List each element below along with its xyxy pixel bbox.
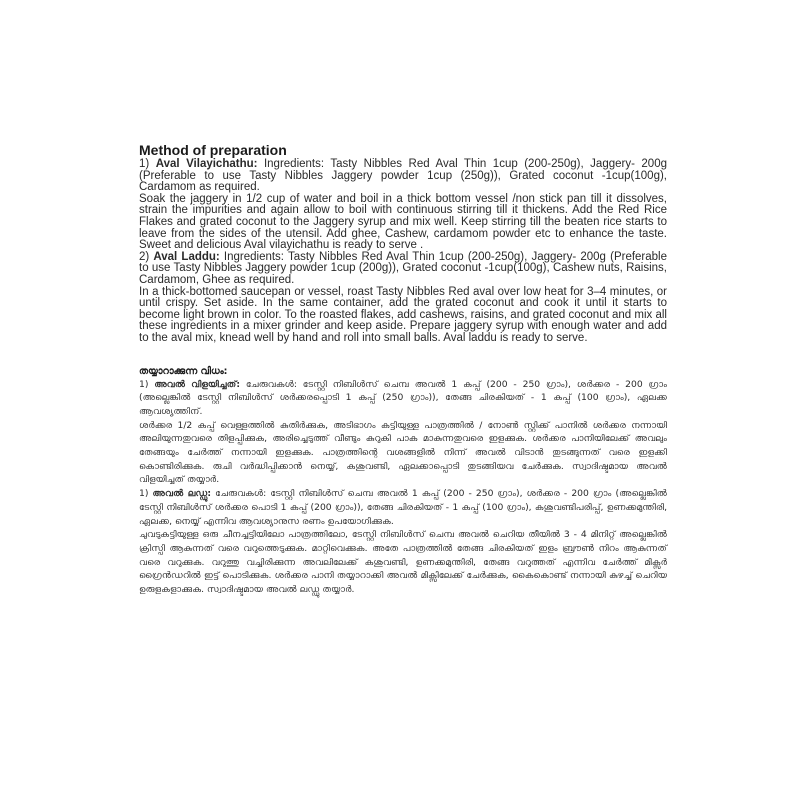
ml-recipe2-number: 1) xyxy=(139,488,153,500)
malayalam-heading: തയ്യാറാക്കുന്ന വിധം: xyxy=(139,365,228,377)
ml-recipe2-ingredients xyxy=(139,487,667,528)
ml-recipe1-number: 1) xyxy=(139,378,155,390)
ml-recipe2-ingredients-text: ചേരുവകൾ: ടേസ്റ്റി നിബിൾസ് ചെമ്പ അവൽ 1 കപ്പ് (200 - 250 ഗ്രാം), ശർക്കര - 200 ഗ്രാം (അല്ലെങ്കിൽ ടേസ്റ്റി നിബിൾസ് ശർക്കര പൊടി 1 കപ്പ് (200 ഗ്രാം)), തേങ്ങ ചിരകിയത് - 1 കപ്പ് (100 ഗ്രാം), കശുവണ്ടിപരിപ്പ്, ഉണക്കമുന്തിരി, ഏലക്ക, നെയ്യ് എന്നിവ ആവശ്യാനുസ രണം ഉപയോഗിക്കുക. xyxy=(139,488,667,527)
recipe1-ingredients xyxy=(139,159,667,194)
recipe2-number: 2) xyxy=(139,250,154,263)
recipe2-title: Aval Laddu: xyxy=(153,250,220,263)
recipe1-number: 1) xyxy=(139,158,156,170)
ml-recipe1-ingredients-text: ചേരുവകൾ: ടേസ്റ്റി നിബിൾസ് ചെമ്പ അവൽ 1 കപ്പ് (200 - 250 ഗ്രാം), ശർക്കര - 200 ഗ്രാം (അല്ലെങ്കിൽ ടേസ്റ്റി നിബിൾസ് ശർക്കരപ്പൊടി 1 കപ്പ് (250 ഗ്രാം)), തേങ്ങ ചിരകിയത് - 1 കപ്പ് (100 ഗ്രാം), ഏലക്ക ആവശ്യത്തിന്. xyxy=(139,378,667,417)
ml-recipe1-method: ശർക്കര 1/2 കപ്പ് വെള്ളത്തിൽ കുതിർക്കുക, അടിഭാഗം കട്ടിയുള്ള പാത്രത്തിൽ / നോൺ സ്റ്റിക്ക് പാനിൽ ശർക്കര നന്നായി അലിയുന്നതുവരെ തിളപ്പിക്കുക, അരിച്ചെടുത്ത് വീണ്ടും കുറുകി പാക മാകുന്നതുവരെ ഇളക്കുക. ശർക്കര പാനിയിലേക്ക് അവലും തേങ്ങയും ചേർത്ത് നന്നായി ഇളക്കുക. പാത്രത്തിന്റെ വശങ്ങളിൽ നിന്ന് അവൽ വിടാൻ തുടങ്ങുന്നത് വരെ ഇളക്കി കൊണ്ടിരിക്കുക. രുചി വർദ്ധിപ്പിക്കാൻ നെയ്യ്, കശുവണ്ടി, ഏലക്കാപ്പൊടി തുടങ്ങിയവ ചേർക്കുക. സ്വാദിഷ്ടമായ അവൽ വിളയിച്ചത് തയ്യാർ. xyxy=(139,419,667,486)
ml-recipe2-method: ചുവടുകട്ടിയുള്ള ഒരു ചീനച്ചട്ടിയിലോ പാത്രത്തിലോ, ടേസ്റ്റി നിബിൾസ് ചെമ്പ അവൽ ചെറിയ തീയിൽ 3 - 4 മിനിറ്റ് അല്ലെങ്കിൽ ക്രിസ്പി ആകുന്നത് വരെ വറുത്തെടുക്കുക. മാറ്റിവെക്കുക. അതേ പാത്രത്തിൽ തേങ്ങ ചിരകിയത് ഇളം ബ്രൗൺ നിറം ആകുന്നത് വരെ വറുക്കുക. വറുത്തു വച്ചിരിക്കുന്ന അവലിലേക്ക് കശുവണ്ടി, ഉണക്കമുന്തിരി, തേങ്ങ വറുത്തത് എന്നിവ ചേർത്ത് മിക്സർ ഗ്രൈൻഡറിൽ ഇട്ട് പൊടിക്കുക. ശർക്കര പാനി തയ്യാറാക്കി അവൽ മിക്സിലേക്ക് ചേർക്കുക, കൈകൊണ്ട് നന്നായി കുഴച്ച് ചെറിയ ഉരുളകളാക്കുക. സ്വാദിഷ്ടമായ അവൽ ലഡ്ഡു തയ്യാർ. xyxy=(139,529,667,596)
recipe1-method: Soak the jaggery in 1/2 cup of water and boil in a thick bottom vessel /non stick pan till it dissolves, strain the impurities and again allow to boil with continuous stirring till it thickens. Add the Red Rice Flakes and grated coconut to the Jaggery syrup and mix well. Keep stirring till the beaten rice starts to leave from the sides of the utensil. Add ghee, Cashew, cardamom powder etc to enhance the taste. Sweet and delicious Aval vilayichathu is ready to serve . xyxy=(139,192,667,252)
english-section xyxy=(139,142,667,345)
ml-recipe2-title: അവൽ ലഡ്ഡു: xyxy=(152,488,212,500)
recipe2-method: In a thick-bottomed saucepan or vessel, roast Tasty Nibbles Red aval over low heat for 3–4 minutes, or until crispy. Set aside. In the same container, add the grated coconut and cook it until it starts to become light brown in color. To the roasted flakes, add cashews, raisins, and grated coconut and mix all these ingredients in a mixer grinder and keep aside. Prepare jaggery syrup with enough water and add to the aval mix, knead well by hand and roll into small balls. Aval laddu is ready to serve. xyxy=(139,285,667,344)
recipe2-ingredients xyxy=(139,252,667,287)
recipe1-title: Aval Vilayichathu: xyxy=(155,158,258,170)
ml-recipe1-ingredients xyxy=(139,378,667,419)
malayalam-section xyxy=(139,365,667,597)
ml-recipe1-title: അവൽ വിളയിച്ചത്: xyxy=(154,378,241,390)
recipe1-ingredients-text: Ingredients: Tasty Nibbles Red Aval Thin 1cup (200-250g), Jaggery- 200g (Preferable to use Tasty Nibbles Jaggery powder 1cup (250g)), Grated coconut -1cup(100g), Cardamom as required. xyxy=(139,158,667,194)
recipe-document xyxy=(139,142,667,597)
english-heading: Method of preparation xyxy=(139,142,287,158)
recipe2-ingredients-text: Ingredients: Tasty Nibbles Red Aval Thin 1cup (200-250g), Jaggery- 200g (Preferable to use Tasty Nibbles Jaggery powder 1cup (200g)), Grated coconut -1cup(100g), Cashew nuts, Raisins, Cardamom, Ghee as required. xyxy=(139,250,667,286)
